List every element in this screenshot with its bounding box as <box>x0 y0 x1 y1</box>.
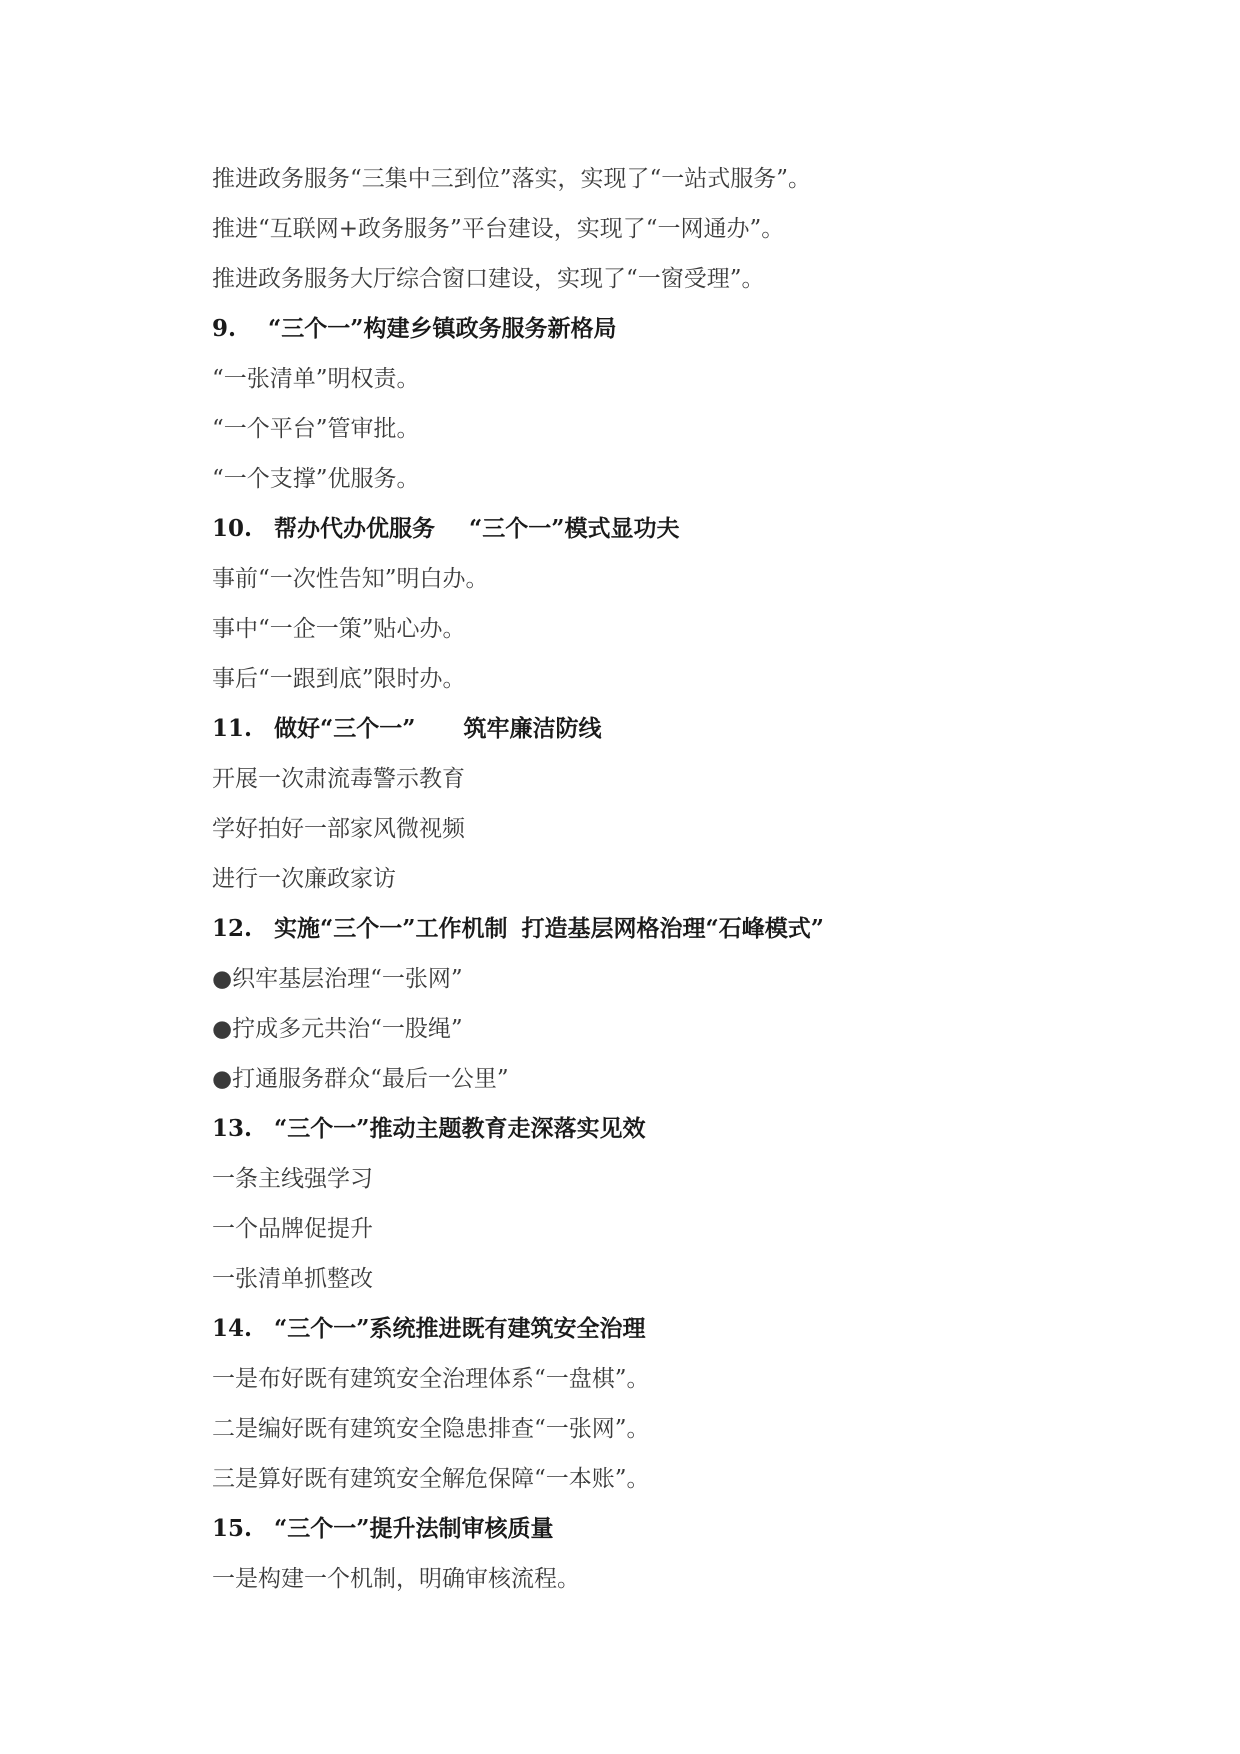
section-heading-13 <box>212 1104 1172 1154</box>
paragraph-line: “一个平台”管审批。 <box>212 416 420 442</box>
paragraph-line: 推进政务服务大厅综合窗口建设，实现了“一窗受理”。 <box>212 266 765 292</box>
heading-number: 13. <box>212 1115 253 1142</box>
heading-title-part-a: 实施“三个一”工作机制 <box>274 915 508 942</box>
bullet-line: ●织牢基层治理“一张网” <box>212 966 463 992</box>
heading-number: 14. <box>212 1315 253 1342</box>
paragraph-line: 开展一次肃流毒警示教育 <box>212 766 465 792</box>
paragraph-line: 学好拍好一部家风微视频 <box>212 816 465 842</box>
paragraph-line: 推进“互联网+政务服务”平台建设，实现了“一网通办”。 <box>212 216 785 242</box>
heading-title-part-a: 帮办代办优服务 <box>274 515 435 542</box>
paragraph-line: 三是算好既有建筑安全解危保障“一本账”。 <box>212 1466 650 1492</box>
heading-number: 10. <box>212 515 253 542</box>
paragraph-line: 一条主线强学习 <box>212 1166 373 1192</box>
paragraph-line: 进行一次廉政家访 <box>212 866 396 892</box>
paragraph-line: 事中“一企一策”贴心办。 <box>212 616 466 642</box>
paragraph-line: 一是构建一个机制，明确审核流程。 <box>212 1566 580 1592</box>
heading-number: 9. <box>212 315 237 342</box>
section-heading-10 <box>212 504 1172 554</box>
heading-number: 12. <box>212 915 253 942</box>
heading-title-part-b: “三个一”模式显功夫 <box>469 515 680 542</box>
paragraph-line: 一是布好既有建筑安全治理体系“一盘棋”。 <box>212 1366 650 1392</box>
bullet-line: ●打通服务群众“最后一公里” <box>212 1066 509 1092</box>
heading-title-part-a: 做好“三个一” <box>274 715 416 742</box>
heading-title: “三个一”构建乡镇政务服务新格局 <box>268 315 617 342</box>
heading-title-part-b: 筑牢廉洁防线 <box>463 715 602 742</box>
paragraph-line: “一个支撑”优服务。 <box>212 466 420 492</box>
bullet-line: ●拧成多元共治“一股绳” <box>212 1016 463 1042</box>
paragraph-line: 事后“一跟到底”限时办。 <box>212 666 466 692</box>
paragraph-line: 推进政务服务“三集中三到位”落实，实现了“一站式服务”。 <box>212 166 812 192</box>
section-heading-9 <box>212 304 1172 354</box>
paragraph-line: “一张清单”明权责。 <box>212 366 420 392</box>
paragraph-line: 一张清单抓整改 <box>212 1266 373 1292</box>
heading-title: “三个一”推动主题教育走深落实见效 <box>274 1115 646 1142</box>
paragraph-line: 事前“一次性告知”明白办。 <box>212 566 489 592</box>
section-heading-11 <box>212 704 1172 754</box>
document-body <box>212 154 1172 1604</box>
heading-title-part-b: 打造基层网格治理“石峰模式” <box>521 915 824 942</box>
section-heading-15 <box>212 1504 1172 1554</box>
heading-title: “三个一”系统推进既有建筑安全治理 <box>274 1315 646 1342</box>
paragraph-line: 一个品牌促提升 <box>212 1216 373 1242</box>
heading-number: 15. <box>212 1515 253 1542</box>
heading-number: 11. <box>212 715 253 742</box>
paragraph-line: 二是编好既有建筑安全隐患排查“一张网”。 <box>212 1416 650 1442</box>
section-heading-14 <box>212 1304 1172 1354</box>
heading-title: “三个一”提升法制审核质量 <box>274 1515 554 1542</box>
section-heading-12 <box>212 904 1172 954</box>
